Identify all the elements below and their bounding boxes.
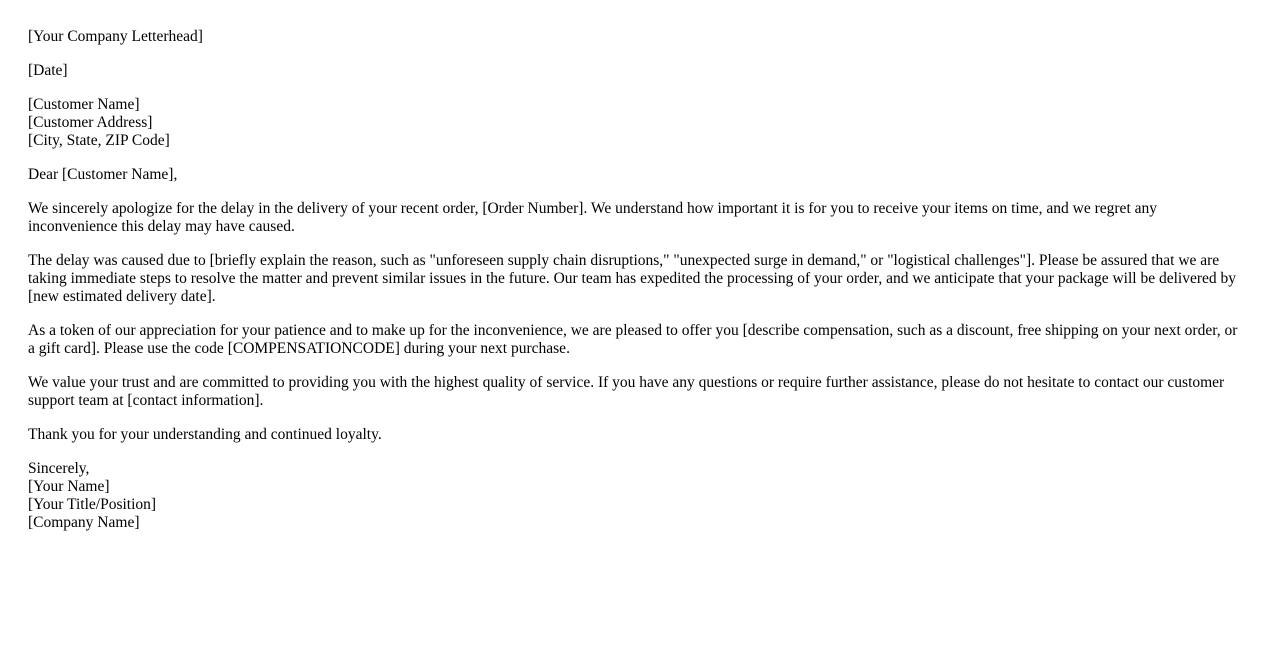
recipient-name: [Customer Name] [28, 96, 140, 113]
paragraph-reason: The delay was caused due to [briefly explain the reason, such as "unforeseen supply chain disruptions," "unexpected surge in demand," or "logistical challenges"]. Please be assured that we are taking immediate steps to resolve the matter and prevent similar issues in the future. Our team has expedited the processing of your order, and we anticipate that your package will be delivered by [new estimated delivery date]. [28, 252, 1236, 305]
letter-date: [Date] [28, 62, 68, 79]
recipient-block [28, 96, 1243, 150]
valediction: Sincerely, [28, 460, 90, 477]
company-name: [Company Name] [28, 514, 140, 531]
paragraph-apology: We sincerely apologize for the delay in the delivery of your recent order, [Order Number]. We understand how important it is for you to receive your items on time, and we regret any inconvenience this delay may have caused. [28, 200, 1158, 235]
recipient-address: [Customer Address] [28, 114, 153, 131]
signer-name: [Your Name] [28, 478, 110, 495]
letterhead: [Your Company Letterhead] [28, 28, 203, 45]
salutation: Dear [Customer Name], [28, 166, 178, 183]
signature-block [28, 460, 1243, 532]
paragraph-thanks: Thank you for your understanding and continued loyalty. [28, 426, 382, 443]
signer-title: [Your Title/Position] [28, 496, 157, 513]
paragraph-support: We value your trust and are committed to providing you with the highest quality of service. If you have any questions or require further assistance, please do not hesitate to contact our customer support team at [contact information]. [28, 374, 1225, 409]
recipient-city-state-zip: [City, State, ZIP Code] [28, 132, 170, 149]
letter-body [28, 28, 1243, 548]
paragraph-compensation: As a token of our appreciation for your patience and to make up for the inconvenience, we are pleased to offer you [describe compensation, such as a discount, free shipping on your next order, or a gift card]. Please use the code [COMPENSATIONCODE] during your next purchase. [28, 322, 1238, 357]
